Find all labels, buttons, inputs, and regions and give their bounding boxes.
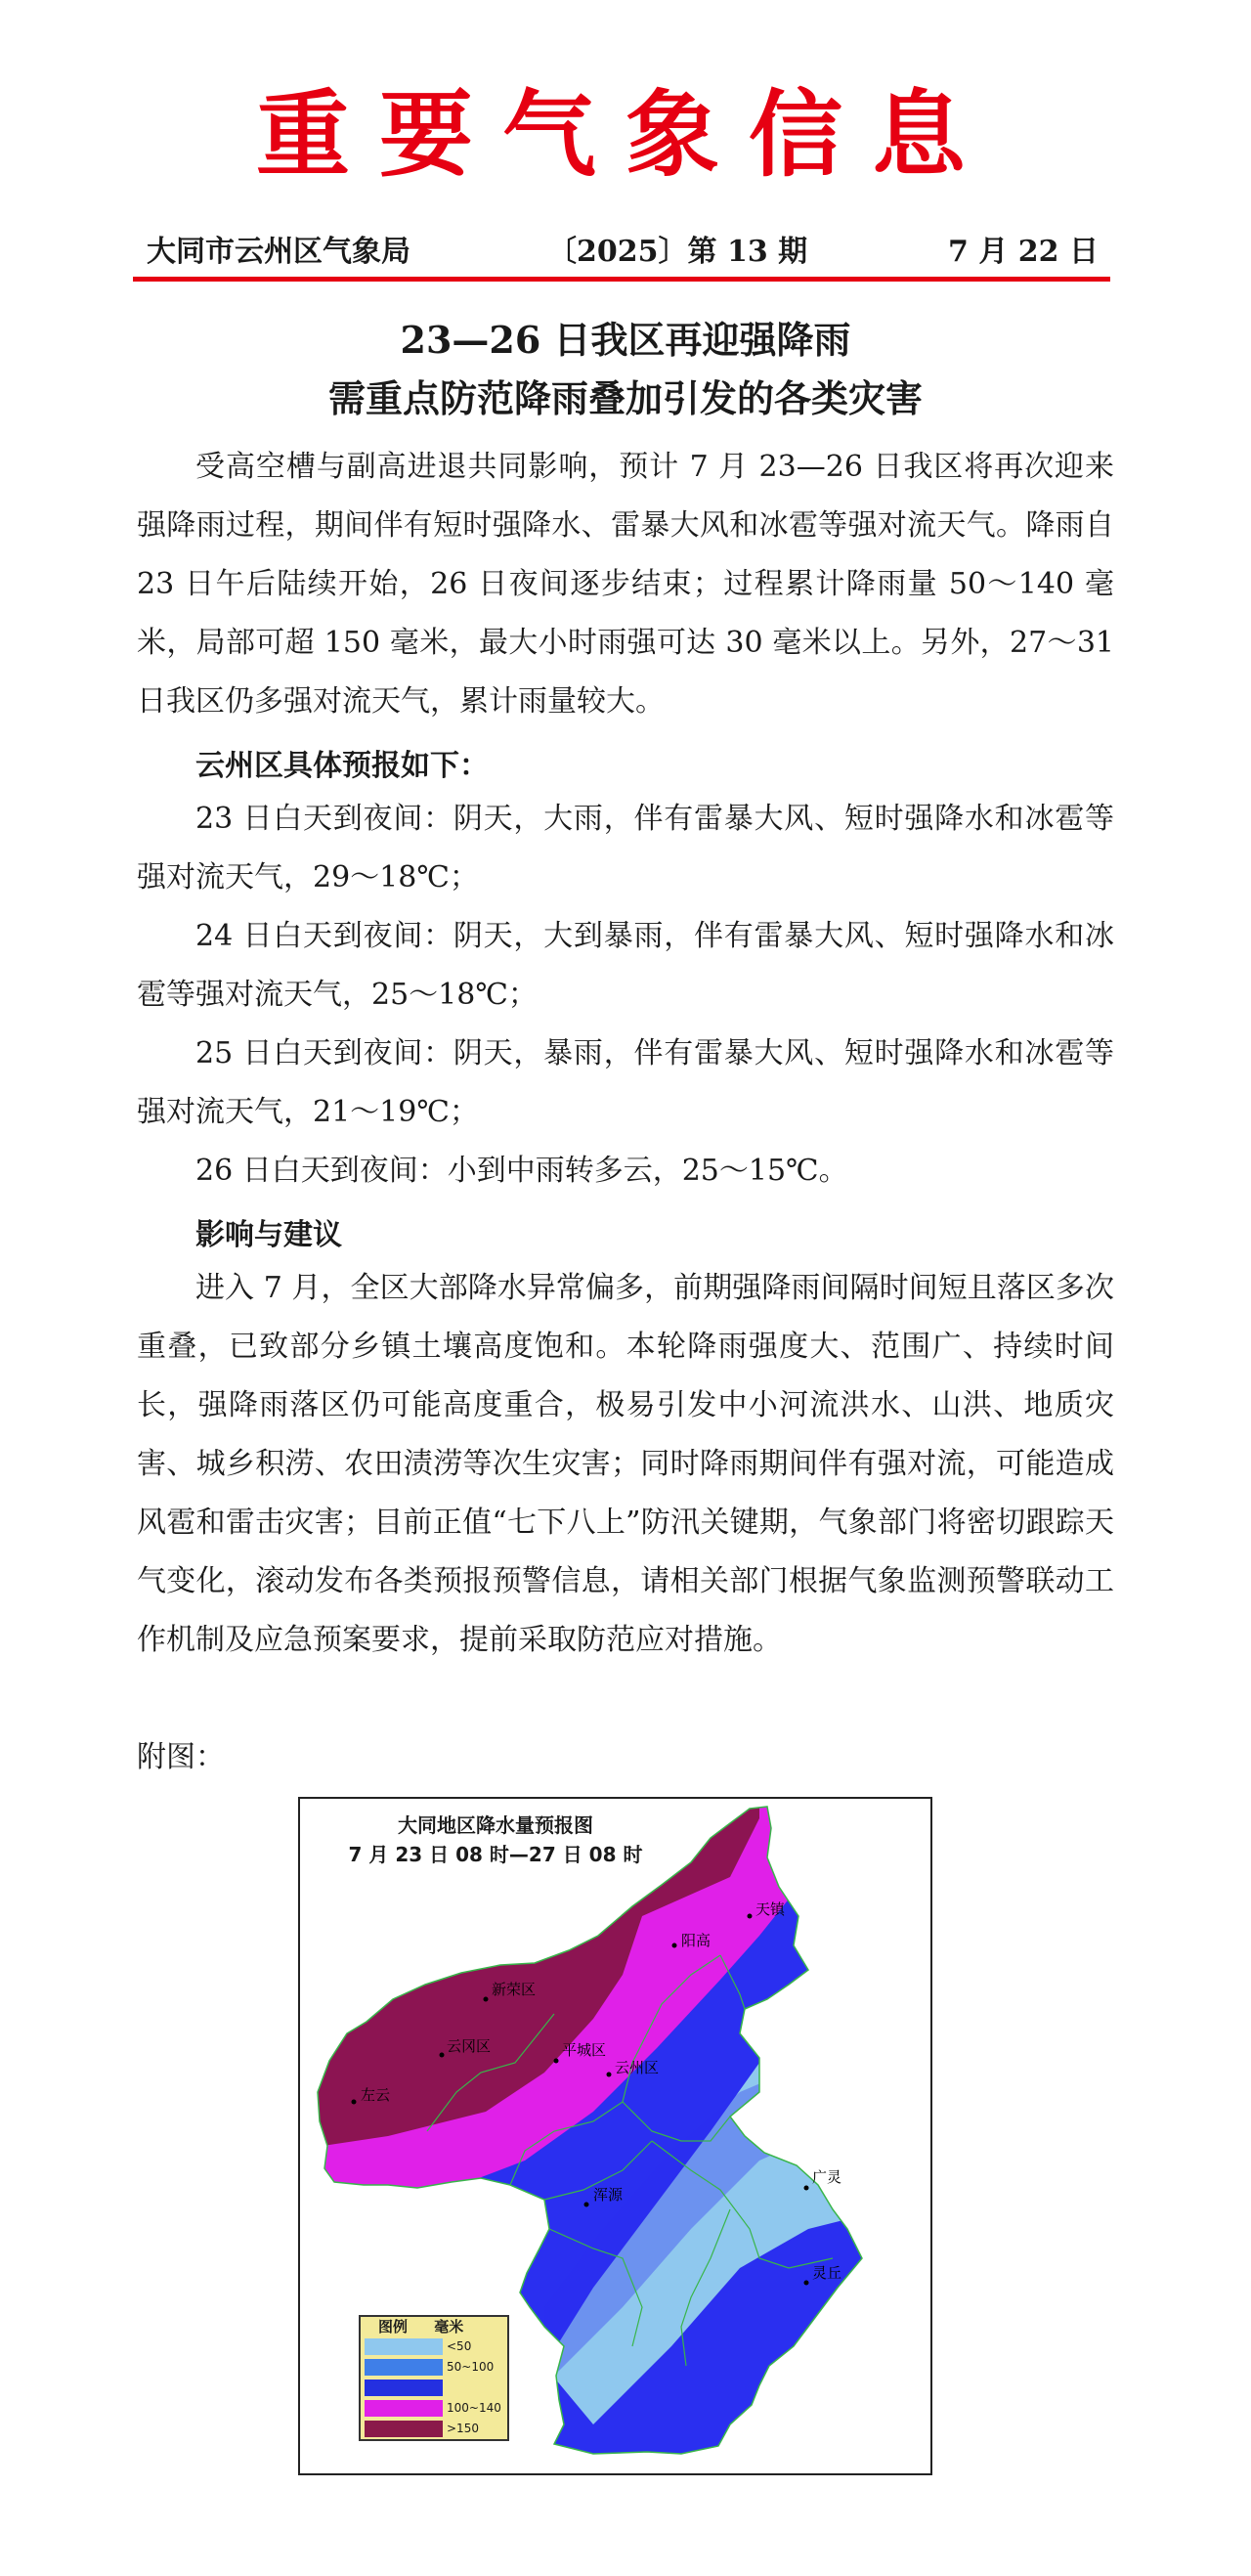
- issue-date: 7 月 22 日: [948, 235, 1099, 269]
- legend-swatch: [365, 2380, 443, 2396]
- forecast-item-26: [137, 1142, 1114, 1201]
- forecast-item-23: [137, 790, 1114, 907]
- xinrong-marker: [484, 1997, 489, 2002]
- red-divider: [133, 277, 1110, 282]
- pingcheng-marker: [554, 2059, 559, 2064]
- map-title-text: 大同地区降水量预报图: [398, 1813, 593, 1837]
- legend-row: [361, 2419, 507, 2439]
- legend-header: [361, 2317, 507, 2336]
- yunzhou-marker: [607, 2073, 612, 2077]
- issue-info-row: [147, 227, 1099, 276]
- place-hunyuan: 浑源: [593, 2186, 624, 2204]
- yungang-marker: [440, 2053, 445, 2058]
- hunyuan-marker: [584, 2203, 589, 2207]
- legend-value: 100~140: [447, 2401, 501, 2415]
- place-tianzhen: 天镇: [755, 1900, 786, 1918]
- place-yanggao: 阳高: [681, 1932, 712, 1949]
- legend-row: [361, 2357, 507, 2378]
- intro-text: 受高空槽与副高进退共同影响，预计 7 月 23—26 日我区将再次迎来强降雨过程，期间伴有短时强降水、雷暴大风和冰雹等强对流天气。降雨自 23 日午后陆续开始，26 日夜间逐步结束；过程累计降雨量 50～140 毫米，局部可超 150 毫米，最大小时雨强可达 30 毫米以上。另外，27～31 日我区仍多强对流天气，累计雨量较大。: [137, 450, 1114, 719]
- legend-unit: 毫米: [434, 2318, 464, 2336]
- legend-row: [361, 2398, 507, 2419]
- lingqiu-marker: [804, 2281, 809, 2286]
- legend-value: >150: [447, 2422, 479, 2435]
- legend-swatch: [365, 2421, 443, 2437]
- legend-row: [361, 2378, 507, 2398]
- map-legend: [359, 2315, 509, 2441]
- legend-value: <50: [447, 2339, 472, 2353]
- forecast-text: 26 日白天到夜间：小到中雨转多云，25～15℃。: [195, 1154, 848, 1188]
- legend-label: 图例: [378, 2318, 409, 2336]
- attachment-label: 附图：: [137, 1740, 225, 1774]
- legend-value: 50~100: [447, 2360, 495, 2374]
- issue-number: 〔2025〕第 13 期: [547, 235, 808, 269]
- legend-swatch: [365, 2338, 443, 2355]
- impact-text: 进入 7 月，全区大部降水异常偏多，前期强降雨间隔时间短且落区多次重叠，已致部分乡镇土壤高度饱和。本轮降雨强度大、范围广、持续时间长，强降雨落区仍可能高度重合，极易引发中小河流洪水、山洪、地质灾害、城乡积涝、农田渍涝等次生灾害；同时降雨期间伴有强对流，可能造成风雹和雷击灾害；目前正值“七下八上”防汛关键期，气象部门将密切跟踪天气变化，滚动发布各类预报预警信息，请相关部门根据气象监测预警联动工作机制及应急预案要求，提前采取防范应对措施。: [137, 1271, 1114, 1657]
- zuoyun-marker: [352, 2100, 357, 2105]
- guangling-marker: [804, 2186, 809, 2191]
- impact-paragraph: [137, 1259, 1114, 1670]
- place-yunzhou: 云州区: [615, 2059, 660, 2076]
- impact-heading: 影响与建议: [195, 1218, 342, 1252]
- tianzhen-marker: [748, 1914, 753, 1919]
- legend-swatch: [365, 2400, 443, 2417]
- forecast-text: 24 日白天到夜间：阴天，大到暴雨，伴有雷暴大风、短时强降水和冰雹等强对流天气，25～18℃；: [137, 919, 1114, 1012]
- place-guangling: 广灵: [812, 2168, 842, 2186]
- forecast-text: 25 日白天到夜间：阴天，暴雨，伴有雷暴大风、短时强降水和冰雹等强对流天气，21～19℃；: [137, 1036, 1114, 1129]
- document-banner: 重要气象信息: [256, 79, 995, 190]
- legend-swatch: [365, 2359, 443, 2376]
- intro-paragraph: [137, 438, 1114, 731]
- headline-line2: 需重点防范降雨叠加引发的各类灾害: [327, 376, 923, 420]
- legend-row: [361, 2336, 507, 2357]
- forecast-heading: 云州区具体预报如下：: [195, 749, 489, 783]
- forecast-item-24: [137, 907, 1114, 1025]
- place-yungang: 云冈区: [447, 2037, 492, 2055]
- place-pingcheng: 平城区: [562, 2041, 607, 2059]
- map-title: [300, 1811, 691, 1869]
- map-period: 7 月 23 日 08 时—27 日 08 时: [348, 1843, 643, 1866]
- issuer: 大同市云州区气象局: [147, 235, 410, 269]
- place-xinrong: 新荣区: [492, 1981, 537, 1998]
- forecast-item-25: [137, 1025, 1114, 1142]
- headline-line1: 23—26 日我区再迎强降雨: [400, 318, 851, 362]
- forecast-text: 23 日白天到夜间：阴天，大雨，伴有雷暴大风、短时强降水和冰雹等强对流天气，29～18℃；: [137, 802, 1114, 895]
- yanggao-marker: [672, 1943, 677, 1948]
- place-zuoyun: 左云: [361, 2086, 391, 2104]
- place-lingqiu: 灵丘: [812, 2264, 842, 2282]
- precipitation-map: [298, 1797, 932, 2475]
